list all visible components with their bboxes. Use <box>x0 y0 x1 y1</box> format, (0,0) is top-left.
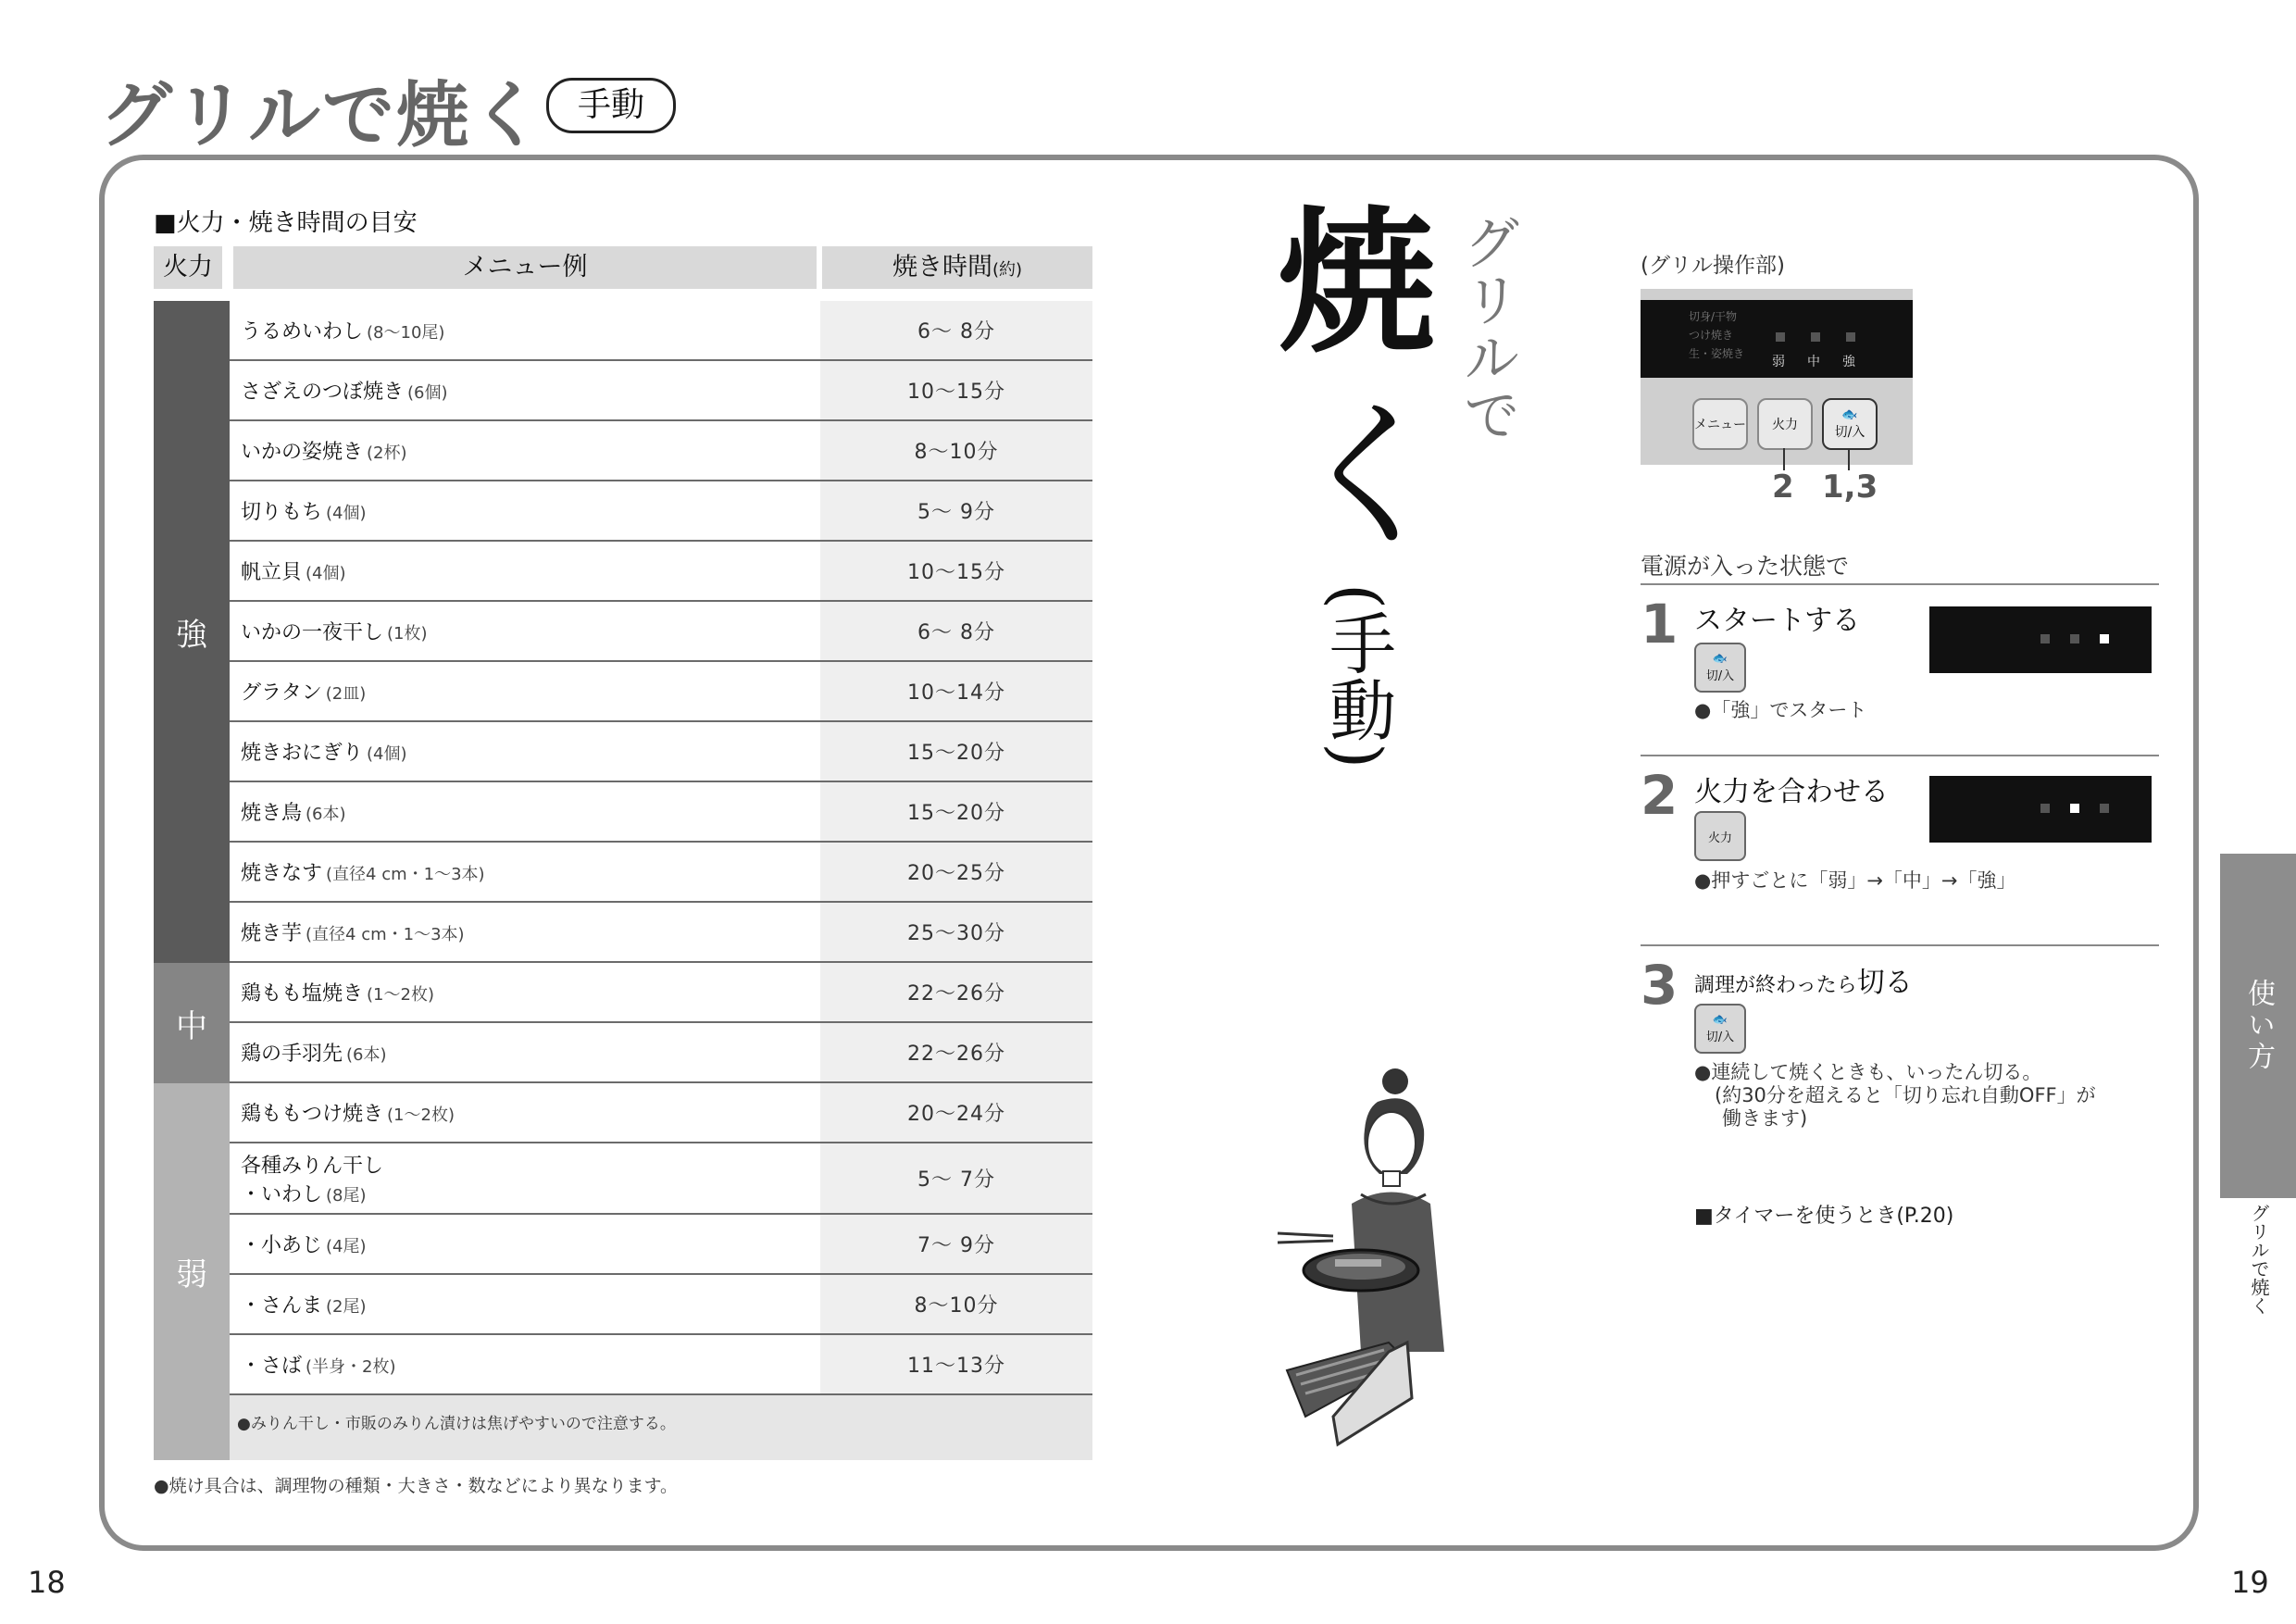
step1-title: スタートする <box>1694 605 1861 637</box>
menu-cell <box>241 782 346 841</box>
table-footer-note: ●みりん干し・市販のみりん漬けは焦げやすいので注意する。 <box>230 1395 1092 1460</box>
step3-note2: (約30分を超えると「切り忘れ自動OFF」が <box>1715 1084 2096 1106</box>
menu-name-line <box>241 1290 367 1318</box>
power-button-label: 火力 <box>1772 418 1798 432</box>
step3-onoff-button <box>1694 1004 1746 1054</box>
time-cell: 10～15分 <box>820 542 1092 600</box>
menu-note: (4個) <box>306 564 346 583</box>
time-cell: 5～ 9分 <box>820 481 1092 540</box>
level-weak: 弱 <box>154 1083 230 1460</box>
display-line-1: 切身/干物 <box>1689 310 1738 323</box>
time-cell: 22～26分 <box>820 963 1092 1021</box>
menu-name-line <box>241 918 465 946</box>
step3-button-label: 切/入 <box>1705 1031 1735 1044</box>
menu-name-line <box>241 677 366 706</box>
menu-name-line <box>241 797 346 826</box>
menu-cell <box>241 722 407 781</box>
time-cell: 10～15分 <box>820 361 1092 419</box>
time-cell: 11～13分 <box>820 1335 1092 1393</box>
menu-name: 鶏の手羽先 <box>241 1043 343 1066</box>
vertical-title-paren: (手動) <box>1318 583 1396 769</box>
menu-name-line <box>241 978 434 1006</box>
menu-cell <box>241 662 366 720</box>
menu-name-line <box>241 436 407 465</box>
menu-note: (8尾) <box>326 1185 367 1206</box>
steps-intro: 電源が入った状態で <box>1641 553 1850 580</box>
callout-onoff: 1,3 <box>1822 468 1878 506</box>
power-button[interactable] <box>1757 398 1813 450</box>
menu-name: いかの姿焼き <box>241 441 364 464</box>
callout-power: 2 <box>1772 468 1794 506</box>
time-cell: 20～25分 <box>820 843 1092 901</box>
side-tab-sub: グリルで焼く <box>2248 1204 2270 1315</box>
header-level: 火力 <box>154 246 222 289</box>
header-menu: メニュー例 <box>233 246 817 289</box>
menu-name-line <box>241 1230 367 1258</box>
indicator-strong <box>1846 332 1855 342</box>
onoff-button[interactable] <box>1822 398 1878 450</box>
menu-name: さざえのつぼ焼き <box>241 381 405 404</box>
menu-note: (6本) <box>306 805 346 824</box>
table-row <box>230 722 1092 782</box>
menu-name: 焼き鳥 <box>241 802 303 825</box>
time-cell: 15～20分 <box>820 782 1092 841</box>
menu-note: (1枚) <box>387 624 428 643</box>
level-medium: 中 <box>154 963 230 1083</box>
time-cell: 7～ 9分 <box>820 1215 1092 1273</box>
divider <box>1641 944 2159 946</box>
side-tab[interactable]: 使い方 <box>2220 854 2296 1198</box>
time-cell: 22～26分 <box>820 1023 1092 1081</box>
menu-cell <box>241 602 428 660</box>
step1-onoff-button <box>1694 643 1746 693</box>
menu-note: (1～2枚) <box>387 1106 455 1125</box>
menu-name: 各種みりん干し <box>241 1154 384 1178</box>
time-cell: 20～24分 <box>820 1083 1092 1142</box>
menu-cell <box>241 542 346 600</box>
menu-note: (半身・2枚) <box>306 1357 396 1377</box>
page-title: グリルで焼く <box>100 74 545 157</box>
menu-name: 焼き芋 <box>241 922 303 945</box>
step3-title-small: 調理が終わったら <box>1694 974 1857 997</box>
indicator-strong <box>2100 804 2109 813</box>
menu-name: 焼きなす <box>241 862 323 885</box>
menu-name: グラタン <box>241 681 322 705</box>
table-row <box>230 421 1092 481</box>
table-row <box>230 1143 1092 1215</box>
menu-note: (4尾) <box>326 1237 367 1256</box>
table-row <box>230 481 1092 542</box>
onoff-button-label: 切/入 <box>1834 425 1866 440</box>
menu-cell <box>241 1023 387 1081</box>
menu-name: 切りもち <box>241 501 323 524</box>
table-row <box>230 1023 1092 1083</box>
menu-cell <box>241 481 367 540</box>
menu-cell <box>241 361 448 419</box>
menu-note: (2尾) <box>326 1297 367 1317</box>
indicator-weak <box>2040 634 2050 643</box>
display-level-weak: 弱 <box>1772 355 1785 369</box>
menu-name: ・さば <box>241 1355 303 1378</box>
menu-note: (直径4 cm・1～3本) <box>326 865 485 884</box>
table-row <box>230 1083 1092 1143</box>
outer-note: ●焼け具合は、調理物の種類・大きさ・数などにより異なります。 <box>154 1476 679 1496</box>
time-cell: 15～20分 <box>820 722 1092 781</box>
indicator-medium <box>2070 634 2079 643</box>
step2-note: ●押すごとに「弱」→「中」→「強」 <box>1694 869 2016 892</box>
table-row <box>230 301 1092 361</box>
step2-title: 火力を合わせる <box>1694 776 1889 808</box>
level-strong: 強 <box>154 301 230 963</box>
divider <box>1641 583 2159 585</box>
step3-title <box>1694 959 1913 1000</box>
table-row <box>230 1215 1092 1275</box>
fish-icon: 🐟 <box>1712 652 1728 666</box>
menu-name-line <box>241 737 407 766</box>
menu-cell <box>241 1275 367 1333</box>
menu-name-line <box>241 1038 387 1067</box>
menu-name-line <box>241 857 485 886</box>
menu-cell <box>241 421 407 480</box>
menu-note: (8～10尾) <box>367 323 445 343</box>
menu-name-line <box>241 556 346 585</box>
cooking-illustration <box>1268 1065 1500 1463</box>
indicator-weak <box>2040 804 2050 813</box>
table-row <box>230 903 1092 963</box>
menu-name-line <box>241 316 444 344</box>
menu-name-line <box>241 1150 383 1179</box>
menu-note: (直径4 cm・1～3本) <box>306 925 465 944</box>
menu-cell <box>241 301 444 359</box>
header-time-label: 焼き時間 <box>892 253 992 281</box>
menu-note: (2皿) <box>325 684 367 704</box>
timer-reference: ■タイマーを使うとき(P.20) <box>1694 1205 1954 1228</box>
step3-note3: 働きます) <box>1722 1107 1808 1130</box>
menu-cell <box>241 843 485 901</box>
time-cell: 8～10分 <box>820 421 1092 480</box>
menu-note: (6本) <box>346 1045 387 1065</box>
menu-note: (6個) <box>407 383 448 403</box>
page-number-right: 19 <box>2231 1565 2269 1600</box>
menu-name-line <box>241 1350 396 1379</box>
menu-name: 焼きおにぎり <box>241 742 364 765</box>
step2-power-button <box>1694 811 1746 861</box>
section-label: ■火力・焼き時間の目安 <box>154 209 418 237</box>
panel-display <box>1641 300 1913 378</box>
display-line-3: 生・姿焼き <box>1689 347 1745 360</box>
step3-number: 3 <box>1641 954 1678 1017</box>
table-row <box>230 542 1092 602</box>
menu-cell <box>241 1083 455 1142</box>
menu-name-line <box>241 617 428 645</box>
menu-name-line <box>241 496 367 525</box>
table-row <box>230 1275 1092 1335</box>
step2-number: 2 <box>1641 764 1678 827</box>
step2-display <box>1929 776 2152 843</box>
menu-note: (4個) <box>367 744 407 764</box>
time-cell: 10～14分 <box>820 662 1092 720</box>
display-level-strong: 強 <box>1842 355 1855 369</box>
step1-note: ●「強」でスタート <box>1694 699 1867 721</box>
menu-cell <box>241 1335 396 1393</box>
step1-number: 1 <box>1641 593 1678 656</box>
menu-cell <box>241 1143 383 1213</box>
table-row <box>230 1335 1092 1395</box>
header-time-unit: (約) <box>992 260 1023 280</box>
menu-sub: ・いわし <box>241 1182 323 1206</box>
vertical-title-small: グリルで <box>1454 213 1521 443</box>
panel-caption: (グリル操作部) <box>1641 254 1785 278</box>
display-line-2: つけ焼き <box>1689 329 1734 342</box>
step1-button-label: 切/入 <box>1705 669 1735 683</box>
header-time <box>822 246 1092 289</box>
fish-icon: 🐟 <box>1841 407 1858 422</box>
menu-note: (1～2枚) <box>367 985 434 1005</box>
step1-display <box>1929 606 2152 673</box>
time-cell: 6～ 8分 <box>820 301 1092 359</box>
menu-name: 鶏ももつけ焼き <box>241 1103 384 1126</box>
indicator-medium <box>1811 332 1820 342</box>
menu-name: いかの一夜干し <box>241 621 384 644</box>
table-row <box>230 843 1092 903</box>
indicator-strong-on <box>2100 634 2109 643</box>
table-row <box>230 662 1092 722</box>
callout-line-power <box>1783 448 1785 470</box>
menu-name-line <box>241 376 448 405</box>
time-cell: 6～ 8分 <box>820 602 1092 660</box>
menu-name: ・小あじ <box>241 1234 323 1257</box>
menu-button-label: メニュー <box>1694 418 1746 432</box>
menu-name: うるめいわし <box>241 320 364 344</box>
menu-note: (4個) <box>326 504 367 523</box>
menu-name: ・さんま <box>241 1294 323 1318</box>
callout-line-onoff <box>1848 448 1850 470</box>
vertical-title-big1: 焼 <box>1278 190 1436 375</box>
divider <box>1641 755 2159 756</box>
menu-name: 鶏もも塩焼き <box>241 982 364 1006</box>
table-row <box>230 361 1092 421</box>
step3-title-main: 切る <box>1856 967 1913 999</box>
menu-button[interactable] <box>1692 398 1748 450</box>
display-level-medium: 中 <box>1807 355 1820 369</box>
table-row <box>230 963 1092 1023</box>
indicator-weak <box>1776 332 1785 342</box>
page-number-left: 18 <box>28 1565 66 1600</box>
indicator-medium-on <box>2070 804 2079 813</box>
menu-note: (2杯) <box>367 443 407 463</box>
time-cell: 8～10分 <box>820 1275 1092 1333</box>
time-cell: 5～ 7分 <box>820 1143 1092 1213</box>
time-cell: 25～30分 <box>820 903 1092 961</box>
menu-cell <box>241 963 434 1021</box>
menu-sub-line <box>241 1179 383 1207</box>
step2-button-label: 火力 <box>1707 831 1732 845</box>
menu-name-line <box>241 1098 455 1127</box>
menu-cell <box>241 903 465 961</box>
table-row <box>230 602 1092 662</box>
step3-note1: ●連続して焼くときも、いったん切る。 <box>1694 1061 2042 1083</box>
fish-icon: 🐟 <box>1712 1013 1728 1027</box>
menu-cell <box>241 1215 367 1273</box>
menu-name: 帆立貝 <box>241 561 303 584</box>
vertical-title-big2: く <box>1292 385 1450 568</box>
table-row <box>230 782 1092 843</box>
mode-badge: 手動 <box>546 78 676 133</box>
